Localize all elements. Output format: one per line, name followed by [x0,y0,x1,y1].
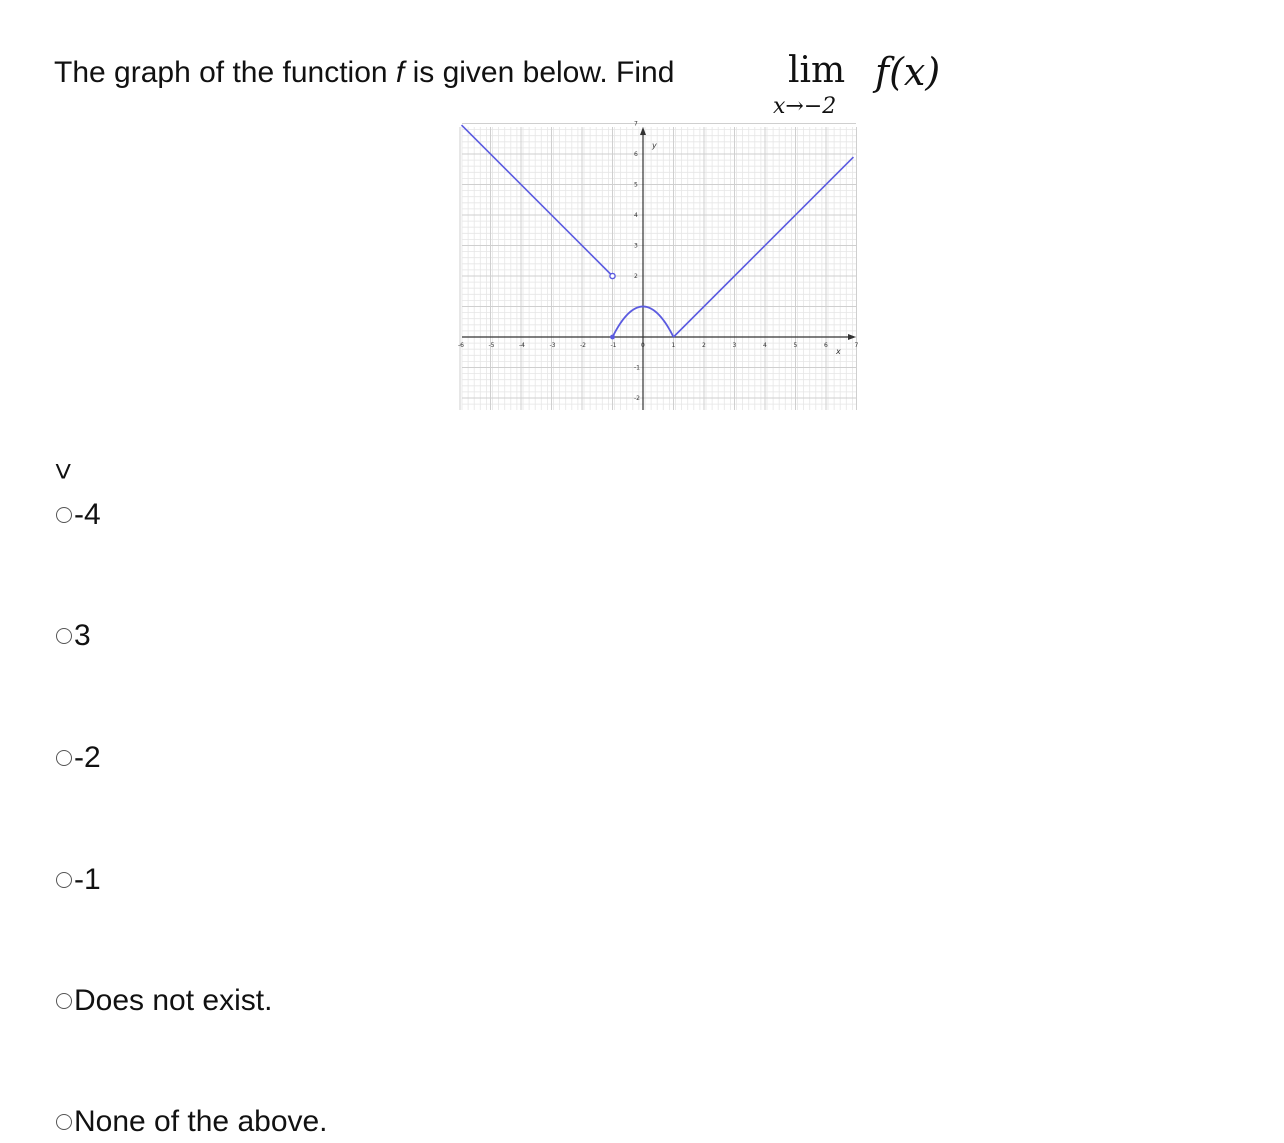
option-1[interactable] [56,498,101,532]
open-endpoint [610,273,615,278]
x-tick-label: -1 [610,342,617,349]
x-tick-label: 0 [641,342,645,349]
x-tick-label: -3 [549,342,556,349]
x-tick-label: -4 [519,342,525,349]
question-suffix: is given below. Find [404,56,675,89]
option-6[interactable] [56,1105,328,1139]
limit-expression: f(x) [875,50,941,94]
radio-button[interactable] [56,628,72,644]
function-graph [455,120,865,415]
y-tick-label: -1 [634,364,640,372]
option-2[interactable] [56,619,91,653]
x-tick-label: 6 [824,342,828,349]
closed-endpoint [610,335,615,340]
y-tick-label: 7 [634,120,638,128]
radio-button[interactable] [56,507,72,523]
function-name: f [395,56,405,89]
question-text [54,56,674,90]
radio-button[interactable] [56,750,72,766]
x-tick-label: -6 [458,342,464,349]
question-prefix: The graph of the function [54,56,396,89]
radio-button[interactable] [56,872,72,888]
graph-tick-labels [458,121,859,403]
limit-operator: lim [788,50,846,91]
y-tick-label: 6 [634,151,638,158]
x-tick-label: 7 [854,342,859,349]
option-label: -2 [74,741,101,774]
y-tick-label: 3 [634,242,638,250]
limit-subscript: x→−2 [773,94,837,119]
option-4[interactable] [56,863,101,897]
x-tick-label: 1 [671,342,676,349]
option-5[interactable] [56,984,272,1018]
option-label: -1 [74,863,101,896]
radio-button[interactable] [56,1114,72,1130]
option-label: 3 [74,619,91,652]
y-axis-label: y [652,141,657,150]
x-tick-label: 2 [702,342,706,349]
option-label: -4 [74,498,101,531]
option-label: Does not exist. [74,984,273,1017]
y-tick-label: 2 [634,273,638,280]
radio-button[interactable] [56,993,72,1009]
graph-grid [460,124,857,411]
y-tick-label: -2 [634,395,640,402]
option-3[interactable] [56,741,101,775]
option-label: None of the above. [74,1105,328,1138]
x-tick-label: 4 [763,342,767,349]
x-axis-label: x [836,347,841,356]
x-tick-label: -5 [488,342,495,349]
y-tick-label: 5 [634,181,638,189]
collapse-chevron-icon[interactable]: < [47,462,80,480]
x-tick-label: 5 [793,342,798,349]
x-tick-label: -2 [580,342,586,349]
x-tick-label: 3 [732,342,737,349]
y-tick-label: 4 [634,212,638,219]
